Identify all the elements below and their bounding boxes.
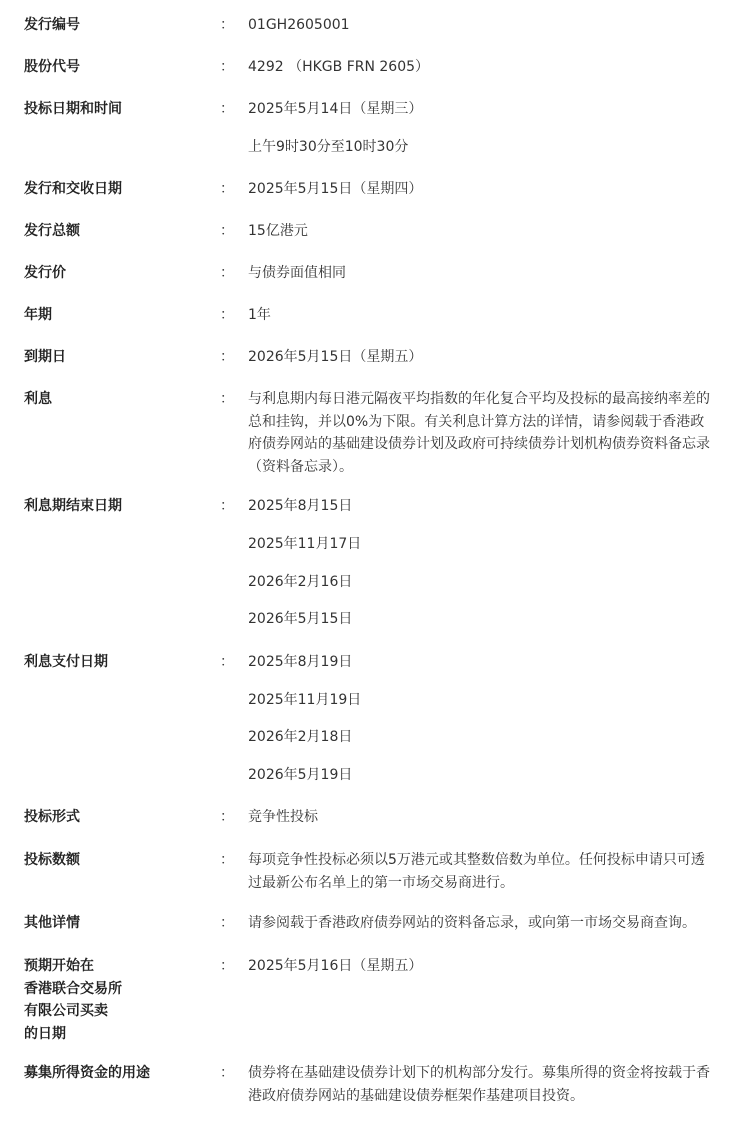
interest-period-end-date: 2026年5月15日 [248, 611, 353, 627]
value-tenor: 1年 [248, 307, 271, 323]
label-issue-price: 发行价 [24, 265, 66, 281]
use-of-proceeds-text-line: 港政府债券网站的基础建设债券框架作基建项目投资。 [248, 1087, 584, 1104]
label-maturity-date: 到期日 [24, 349, 66, 365]
value-issue-number: 01GH2605001 [248, 17, 350, 33]
colon-separator: ： [220, 1065, 234, 1081]
interest-period-end-date: 2026年2月16日 [248, 574, 353, 590]
label-tenor: 年期 [24, 307, 52, 323]
label-tender-amount: 投标数额 [24, 852, 80, 868]
label-interest-payment-date: 利息支付日期 [24, 654, 108, 670]
colon-separator: ： [220, 498, 234, 514]
colon-separator: ： [220, 101, 234, 117]
interest-text-line: 府债券网站的基础建设债券计划及政府可持续债券计划机构债券资料备忘录 [248, 436, 710, 452]
value-stock-code: 4292 （HKGB FRN 2605） [248, 59, 430, 75]
label-listing-date-line: 有限公司买卖 [24, 1003, 108, 1019]
value-listing-date: 2025年5月16日（星期五） [248, 958, 423, 974]
interest-payment-date: 2025年8月19日 [248, 654, 353, 670]
tender-amount-text-line: 每项竞争性投标必须以5万港元或其整数倍数为单位。任何投标申请只可透 [248, 852, 705, 868]
interest-payment-date: 2026年2月18日 [248, 729, 353, 745]
colon-separator: ： [220, 915, 234, 931]
colon-separator: ： [220, 17, 234, 33]
value-issue-settlement-date: 2025年5月15日（星期四） [248, 181, 423, 197]
label-interest-period-end: 利息期结束日期 [24, 498, 122, 514]
colon-separator: ： [220, 852, 234, 868]
label-tender-form: 投标形式 [24, 809, 80, 825]
value-tender-form: 竞争性投标 [248, 809, 318, 825]
colon-separator: ： [220, 307, 234, 323]
value-issue-price: 与债券面值相同 [248, 265, 346, 281]
label-issue-settlement-date: 发行和交收日期 [24, 181, 122, 197]
value-tender-time: 上午9时30分至10时30分 [248, 139, 409, 155]
colon-separator: ： [220, 809, 234, 825]
interest-payment-date: 2025年11月19日 [248, 692, 362, 708]
label-issue-number: 发行编号 [24, 17, 80, 33]
label-listing-date-line: 预期开始在 [24, 958, 94, 974]
value-issue-amount: 15亿港元 [248, 223, 308, 239]
interest-text-line: 总和挂钩，并以0%为下限。有关利息计算方法的详情，请参阅载于香港政 [248, 413, 705, 430]
colon-separator: ： [220, 181, 234, 197]
value-other-details: 请参阅载于香港政府债券网站的资料备忘录，或向第一市场交易商查询。 [248, 915, 696, 931]
tender-amount-text-line: 过最新公布名单上的第一市场交易商进行。 [248, 874, 514, 891]
label-listing-date-line: 香港联合交易所 [24, 980, 122, 997]
use-of-proceeds-text-line: 债券将在基础建设债券计划下的机构部分发行。募集所得的资金将按载于香 [248, 1065, 710, 1081]
interest-payment-date: 2026年5月19日 [248, 767, 353, 783]
colon-separator: ： [220, 654, 234, 670]
value-tender-date: 2025年5月14日（星期三） [248, 101, 423, 117]
label-other-details: 其他详情 [24, 915, 80, 931]
label-stock-code: 股份代号 [24, 59, 80, 75]
colon-separator: ： [220, 223, 234, 239]
colon-separator: ： [220, 349, 234, 365]
colon-separator: ： [220, 265, 234, 281]
label-listing-date-line: 的日期 [24, 1025, 66, 1042]
colon-separator: ： [220, 59, 234, 75]
interest-text-line: 与利息期内每日港元隔夜平均指数的年化复合平均及投标的最高接纳率差的 [248, 391, 710, 407]
colon-separator: ： [220, 958, 234, 974]
label-issue-amount: 发行总额 [24, 223, 80, 239]
interest-period-end-date: 2025年11月17日 [248, 536, 362, 552]
label-tender-date-time: 投标日期和时间 [24, 101, 122, 117]
interest-text-line: （资料备忘录）。 [248, 458, 353, 475]
colon-separator: ： [220, 391, 234, 407]
label-use-of-proceeds: 募集所得资金的用途 [24, 1065, 150, 1081]
label-interest: 利息 [24, 391, 52, 407]
interest-period-end-date: 2025年8月15日 [248, 498, 353, 514]
value-maturity-date: 2026年5月15日（星期五） [248, 349, 423, 365]
